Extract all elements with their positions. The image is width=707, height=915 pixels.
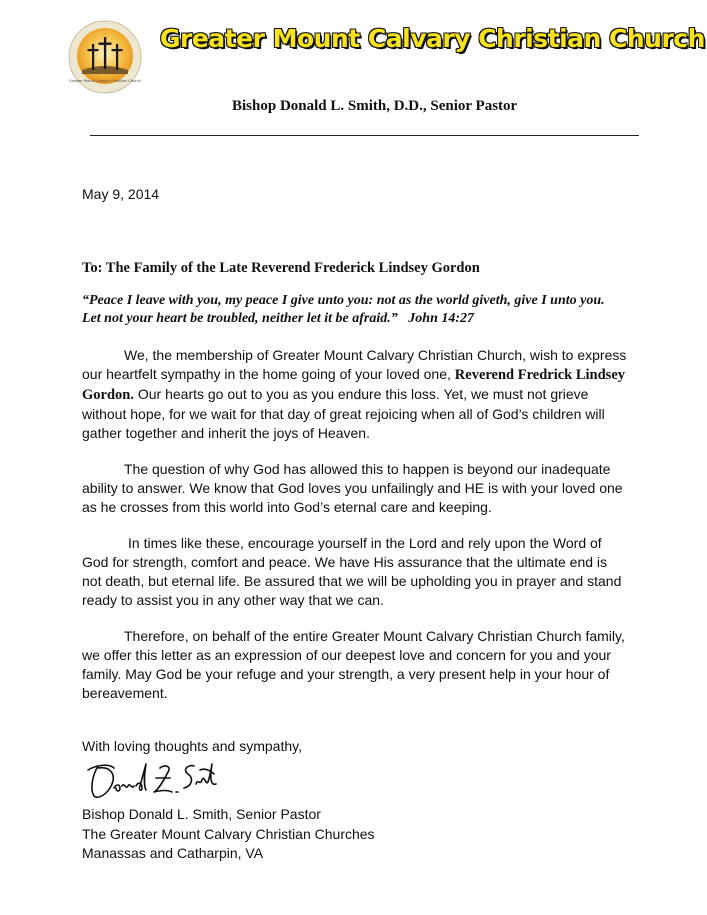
- church-logo: [68, 20, 142, 94]
- paragraph-4: [82, 627, 627, 703]
- scripture-quote: [82, 292, 622, 328]
- paragraph-3: [82, 534, 627, 610]
- handwritten-signature: [84, 756, 224, 802]
- paragraph-1-start: We, the membership of Greater Mount Calvary Christian Church, wish to express our heartfelt sympathy in the home going of your loved one,: [82, 347, 627, 382]
- scripture-reference: John 14:27: [408, 311, 475, 326]
- paragraph-4-text: Therefore, on behalf of the entire Greater Mount Calvary Christian Church family, we offer this letter as an expression of our deepest love and concern for you and your family. May God be your refuge and your strength, a very present help in your hour of bereavement.: [82, 628, 625, 701]
- signature-block: [82, 805, 375, 864]
- paragraph-1-end: Our hearts go out to you as you endure this loss. Yet, we must not grieve without hope, for we wait for that day of great rejoicing when all of God’s children will gather together and inherit the joys of Heaven.: [82, 386, 605, 441]
- scripture-text: “Peace I leave with you, my peace I give unto you: not as the world giveth, give I unto you. Let not your heart be troubled, neither let it be afraid.”: [82, 293, 605, 326]
- deceased-name: Reverend Fredrick Lindsey Gordon.: [82, 367, 626, 403]
- signer-name: Bishop Donald L. Smith, Senior Pastor: [82, 806, 321, 822]
- paragraph-1: [82, 346, 627, 443]
- letter-date: May 9, 2014: [82, 186, 160, 202]
- header-divider: [90, 135, 639, 136]
- church-name-title: Greater Mount Calvary Christian Church: [160, 24, 705, 53]
- pastor-line: Bishop Donald L. Smith, D.D., Senior Pastor: [232, 98, 518, 114]
- recipient-line: To: The Family of the Late Reverend Frederick Lindsey Gordon: [82, 260, 480, 276]
- closing-line: With loving thoughts and sympathy,: [82, 738, 302, 754]
- paragraph-3-text: In times like these, encourage yourself in the Lord and rely upon the Word of God for strength, comfort and peace. We have His assurance that the ultimate end is not death, but eternal life. Be assured that we will be upholding you in prayer and stand ready to assist you in any other way that we can.: [82, 535, 622, 608]
- paragraph-2: [82, 460, 627, 517]
- signer-organization: The Greater Mount Calvary Christian Churches: [82, 825, 375, 842]
- signer-location: Manassas and Catharpin, VA: [82, 845, 264, 861]
- logo-caption: Greater Mount Calvary Christian Church: [69, 79, 141, 83]
- paragraph-2-text: The question of why God has allowed this to happen is beyond our inadequate ability to answer. We know that God loves you unfailingly and HE is with your loved one as he crosses from this world into God’s eternal care and keeping.: [82, 461, 623, 515]
